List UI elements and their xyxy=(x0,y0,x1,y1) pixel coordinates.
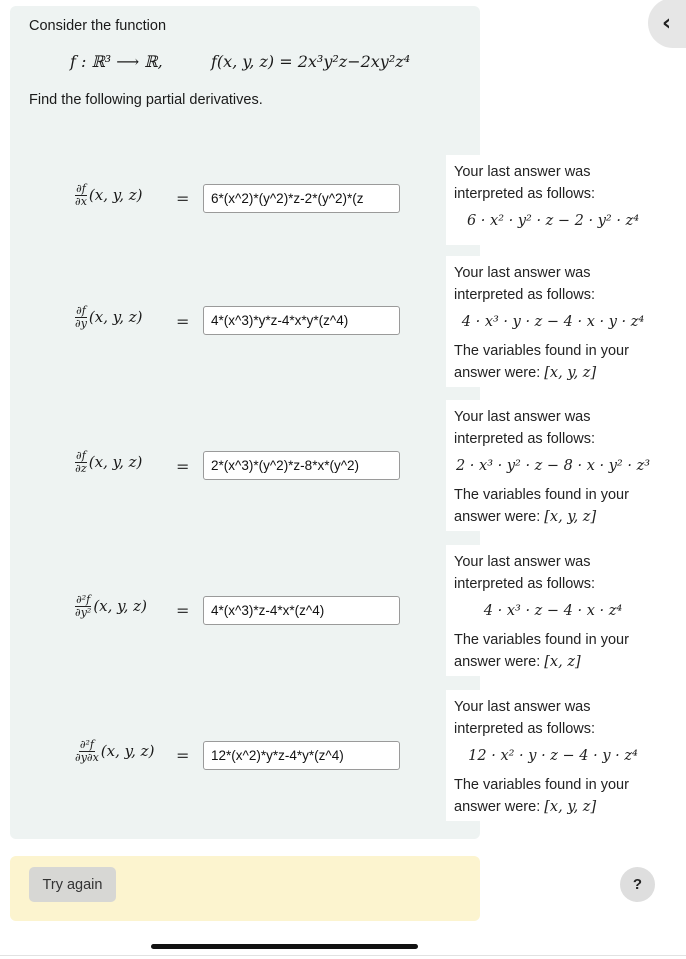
derivative-label-y: $\frac{\partial f}{\partial y}$ (x, y, z) xyxy=(75,304,143,330)
feedback-box: Your last answer was interpreted as follows: 2 · x³ · y² · z − 8 · x · y² · z³ The variables found in your answer were: [x, y, z] xyxy=(446,400,660,531)
fraction: $\frac{\partial f}{\partial z}$ xyxy=(75,449,87,475)
answer-input-dx[interactable] xyxy=(203,184,400,213)
function-definition: f(x, y, z) = 2x³y²z−2xy²z⁴ xyxy=(211,52,411,71)
function-domain: f : ℝ³ ⟶ ℝ, xyxy=(70,52,163,71)
interpreted-answer: 6 · x² · y² · z − 2 · y² · z⁴ xyxy=(466,213,640,229)
interpreted-answer: 4 · x³ · y · z − 4 · x · y · z⁴ xyxy=(461,314,645,330)
equals-sign: = xyxy=(176,189,190,208)
fraction: $\frac{\partial f}{\partial x}$ xyxy=(75,182,87,208)
answer-input-dyy[interactable] xyxy=(203,596,400,625)
interpreted-answer: 2 · x³ · y² · z − 8 · x · y² · z³ xyxy=(455,458,651,474)
question-intro: Consider the function xyxy=(29,18,167,34)
home-indicator xyxy=(151,944,418,949)
feedback-box: Your last answer was interpreted as follows: 4 · x³ · z − 4 · x · z⁴ The variables found in your answer were: [x, z] xyxy=(446,545,660,676)
question-instruction: Find the following partial derivatives. xyxy=(29,92,263,108)
variables-list: [x, y, z] xyxy=(544,799,597,815)
feedback-box: Your last answer was interpreted as follows: 6 · x² · y² · z − 2 · y² · z⁴ xyxy=(446,155,660,245)
answer-input-dy[interactable] xyxy=(203,306,400,335)
derivative-label-yy: $\frac{\text{∂²f}}{\text{∂y²}}$ (x, y, z) xyxy=(75,593,147,619)
back-chevron-icon[interactable]: ‹ xyxy=(648,0,686,48)
variables-list: [x, y, z] xyxy=(544,365,597,381)
help-button[interactable]: ? xyxy=(620,867,655,902)
fraction: $\frac{\partial f}{\partial y}$ xyxy=(75,304,87,330)
derivative-label-z: $\frac{\partial f}{\partial z}$ (x, y, z) xyxy=(75,449,143,475)
divider xyxy=(0,955,686,956)
variables-list: [x, y, z] xyxy=(544,509,597,525)
derivative-label-x: $\frac{\partial f}{\partial x}$ (x, y, z) xyxy=(75,182,143,208)
interpreted-answer: 12 · x² · y · z − 4 · y · z⁴ xyxy=(468,748,638,764)
variables-list: [x, z] xyxy=(544,654,581,670)
derivative-label-yx: $\frac{\text{∂²f}}{\partial y\partial x}$ (x, y, z) xyxy=(75,738,155,764)
equals-sign: = xyxy=(176,312,190,331)
feedback-box: Your last answer was interpreted as follows: 12 · x² · y · z − 4 · y · z⁴ The variables found in your answer were: [x, y, z] xyxy=(446,690,660,821)
feedback-box: Your last answer was interpreted as follows: 4 · x³ · y · z − 4 · x · y · z⁴ The variables found in your answer were: [x, y, z] xyxy=(446,256,660,387)
fraction: $\frac{\text{∂²f}}{\partial y\partial x}$ xyxy=(75,738,99,764)
try-again-button[interactable]: Try again xyxy=(29,867,116,902)
equals-sign: = xyxy=(176,457,190,476)
question-panel xyxy=(10,6,480,839)
equals-sign: = xyxy=(176,601,190,620)
interpreted-answer: 4 · x³ · z − 4 · x · z⁴ xyxy=(483,603,623,619)
fraction: $\frac{\text{∂²f}}{\text{∂y²}}$ xyxy=(75,593,92,619)
answer-input-dydx[interactable] xyxy=(203,741,400,770)
answer-input-dz[interactable] xyxy=(203,451,400,480)
equals-sign: = xyxy=(176,746,190,765)
